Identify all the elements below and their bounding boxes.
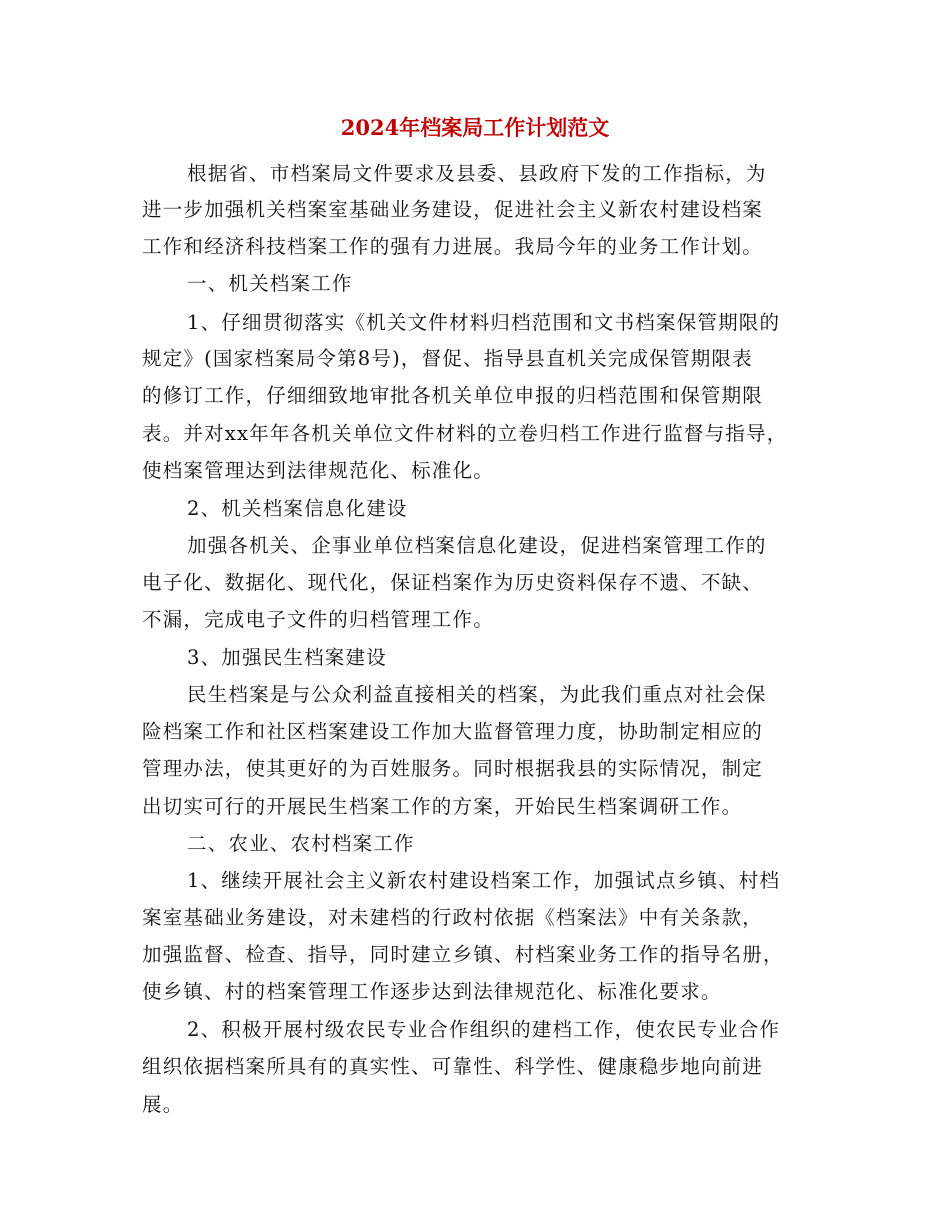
paragraph-line: 出切实可行的开展民生档案工作的方案，开始民生档案调研工作。	[142, 795, 743, 818]
subsection-heading: 2、机关档案信息化建设	[187, 497, 408, 520]
paragraph-line: 根据省、市档案局文件要求及县委、县政府下发的工作指标，为	[187, 162, 767, 185]
paragraph-line: 加强监督、检查、指导，同时建立乡镇、村档案业务工作的指导名册，	[142, 943, 784, 966]
paragraph-line: 表。并对xx年年各机关单位文件材料的立卷归档工作进行监督与指导，	[142, 422, 788, 445]
paragraph-line: 使档案管理达到法律规范化、标准化。	[142, 459, 494, 482]
paragraph-line: 电子化、数据化、现代化，保证档案作为历史资料保存不遗、不缺、	[142, 571, 764, 594]
paragraph-line: 2、积极开展村级农民专业合作组织的建档工作，使农民专业合作	[187, 1018, 781, 1041]
paragraph-line: 的修订工作，仔细细致地审批各机关单位申报的归档范围和保管期限	[142, 384, 764, 407]
paragraph-line: 使乡镇、村的档案管理工作逐步达到法律规范化、标准化要求。	[142, 980, 722, 1003]
paragraph-line: 1、仔细贯彻落实《机关文件材料归档范围和文书档案保管期限的	[187, 311, 781, 334]
section-heading: 二、农业、农村档案工作	[187, 832, 415, 855]
paragraph-line: 险档案工作和社区档案建设工作加大监督管理力度，协助制定相应的	[142, 720, 764, 743]
paragraph-line: 进一步加强机关档案室基础业务建设，促进社会主义新农村建设档案	[142, 198, 764, 221]
paragraph-line: 加强各机关、企事业单位档案信息化建设，促进档案管理工作的	[187, 534, 767, 557]
paragraph-line: 民生档案是与公众利益直接相关的档案，为此我们重点对社会保	[187, 683, 767, 706]
paragraph-line: 管理办法，使其更好的为百姓服务。同时根据我县的实际情况，制定	[142, 757, 764, 780]
paragraph-line: 1、继续开展社会主义新农村建设档案工作，加强试点乡镇、村档	[187, 869, 781, 892]
subsection-heading: 3、加强民生档案建设	[187, 646, 387, 669]
section-heading: 一、机关档案工作	[187, 272, 353, 295]
paragraph-line: 规定》(国家档案局令第8号)，督促、指导县直机关完成保管期限表	[142, 347, 753, 370]
paragraph-line: 展。	[142, 1093, 184, 1116]
paragraph-line: 不漏，完成电子文件的归档管理工作。	[142, 608, 494, 631]
paragraph-line: 工作和经济科技档案工作的强有力进展。我局今年的业务工作计划。	[142, 235, 764, 258]
paragraph-line: 案室基础业务建设，对未建档的行政村依据《档案法》中有关条款，	[142, 906, 764, 929]
paragraph-line: 组织依据档案所具有的真实性、可靠性、科学性、健康稳步地向前进	[142, 1055, 764, 1078]
document-title: 2024年档案局工作计划范文	[340, 115, 610, 140]
